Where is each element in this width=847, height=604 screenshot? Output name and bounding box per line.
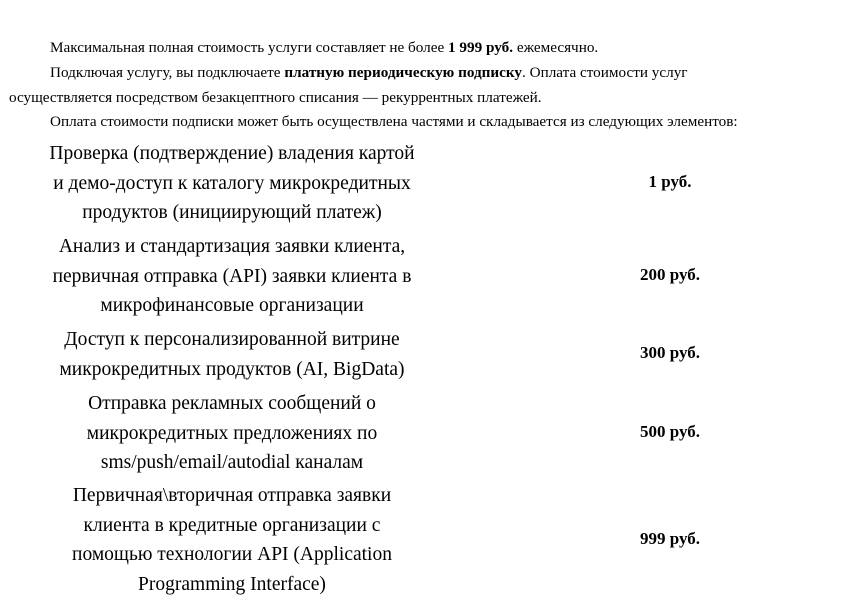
service-price: 999 руб. xyxy=(639,529,700,548)
service-description xyxy=(22,481,442,599)
service-description xyxy=(22,325,442,384)
subscription-notice-continuation: . Оплата стоимости услуг xyxy=(522,64,688,81)
service-price: 300 руб. xyxy=(639,343,700,362)
subscription-notice-line-2: осуществляется посредством безакцептного списания — рекуррентных платежей. xyxy=(9,89,542,106)
description-line: Доступ к персонализированной витрине xyxy=(64,329,400,350)
description-line: и демо-доступ к каталогу микрокредитных xyxy=(53,172,411,194)
service-description xyxy=(22,139,442,228)
subscription-notice-text: Подключая услугу, вы подключаете xyxy=(50,64,285,81)
description-line: sms/push/email/autodial каналам xyxy=(100,452,364,473)
max-cost-period: ежемесячно. xyxy=(513,39,599,56)
max-cost-amount: 1 999 руб. xyxy=(448,39,514,56)
max-cost-paragraph xyxy=(50,36,598,60)
payment-parts-paragraph: Оплата стоимости подписки может быть осуществлена частями и складывается из следующих элементов: xyxy=(50,113,738,130)
service-description xyxy=(22,232,442,321)
description-line: клиента в кредитные организации с xyxy=(83,514,381,536)
service-price: 1 руб. xyxy=(648,172,692,191)
service-description xyxy=(22,389,442,478)
description-line: Первичная\вторичная отправка заявки xyxy=(72,485,392,506)
service-price: 500 руб. xyxy=(639,422,700,441)
description-line: помощью технологии API (Application xyxy=(72,544,392,565)
description-line: микрокредитных предложениях по xyxy=(86,422,378,444)
subscription-notice-line-1 xyxy=(50,61,688,85)
description-line: Отправка рекламных сообщений о xyxy=(88,393,376,414)
description-line: Анализ и стандартизация заявки клиента, xyxy=(58,236,406,257)
description-line: микрофинансовые организации xyxy=(100,295,364,316)
max-cost-text: Максимальная полная стоимость услуги составляет не более xyxy=(50,39,449,56)
description-line: микрокредитных продуктов (AI, BigData) xyxy=(59,358,405,380)
description-line: первичная отправка (API) заявки клиента в xyxy=(52,265,412,287)
service-price: 200 руб. xyxy=(639,265,700,284)
description-line: продуктов (инициирующий платеж) xyxy=(82,202,382,223)
description-line: Programming Interface) xyxy=(138,573,326,595)
paid-subscription-emphasis: платную периодическую подписку xyxy=(284,64,523,81)
description-line: Проверка (подтверждение) владения картой xyxy=(49,143,415,164)
